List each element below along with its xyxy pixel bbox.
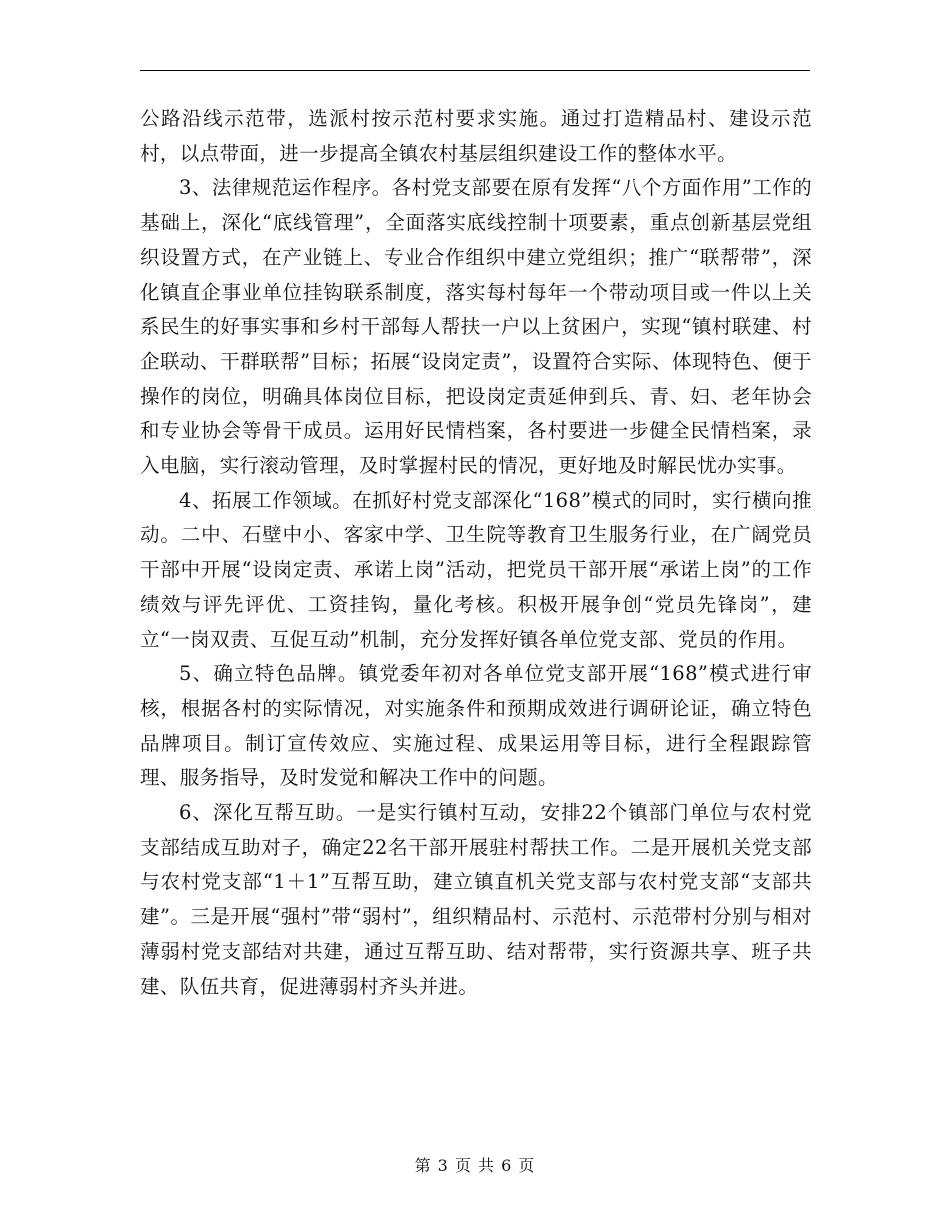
paragraph-item-5: 5、确立特色品牌。镇党委年初对各单位党支部开展“168”模式进行审核，根据各村的实际情况，对实施条件和预期成效进行调研论证，确立特色品牌项目。制订宣传效应、实施过程、成果运用等目标，进行全程跟踪管理、服务指导，及时发觉和解决工作中的问题。 <box>140 662 812 790</box>
header-rule <box>140 70 810 71</box>
paragraph-item-3: 3、法律规范运作程序。各村党支部要在原有发挥“八个方面作用”工作的基础上，深化“底线管理”，全面落实底线控制十项要素，重点创新基层党组织设置方式，在产业链上、专业合作组织中建立党组织；推广“联帮带”，深化镇直企事业单位挂钩联系制度，落实每村每年一个带动项目或一件以上关系民生的好事实事和乡村干部每人帮扶一户以上贫困户，实现“镇村联建、村企联动、干群联帮”目标；拓展“设岗定责”，设置符合实际、体现特色、便于操作的岗位，明确具体岗位目标，把设岗定责延伸到兵、青、妇、老年协会和专业协会等骨干成员。运用好民情档案，各村要进一步健全民情档案，录入电脑，实行滚动管理，及时掌握村民的情况，更好地及时解民忧办实事。 <box>140 176 812 478</box>
page-number-footer: 第 3 页 共 6 页 <box>414 1156 536 1175</box>
paragraph-item-6: 6、深化互帮互助。一是实行镇村互动，安排22个镇部门单位与农村党支部结成互助对子，确定22名干部开展驻村帮扶工作。二是开展机关党支部与农村党支部“1＋1”互帮互助，建立镇直机关党支部与农村党支部“支部共建”。三是开展“强村”带“弱村”，组织精品村、示范村、示范带村分别与相对薄弱村党支部结对共建，通过互帮互助、结对帮带，实行资源共享、班子共建、队伍共育，促进薄弱村齐头并进。 <box>140 801 812 998</box>
paragraph-item-4: 4、拓展工作领域。在抓好村党支部深化“168”模式的同时，实行横向推动。二中、石壁中小、客家中学、卫生院等教育卫生服务行业，在广阔党员干部中开展“设岗定责、承诺上岗”活动，把党员干部开展“承诺上岗”的工作绩效与评先评优、工资挂钩，量化考核。积极开展争创“党员先锋岗”，建立“一岗双责、互促互动”机制，充分发挥好镇各单位党支部、党员的作用。 <box>140 488 812 651</box>
document-body <box>140 102 812 1004</box>
paragraph-continuation: 公路沿线示范带，选派村按示范村要求实施。通过打造精品村、建设示范村，以点带面，进一步提高全镇农村基层组织建设工作的整体水平。 <box>140 107 812 165</box>
